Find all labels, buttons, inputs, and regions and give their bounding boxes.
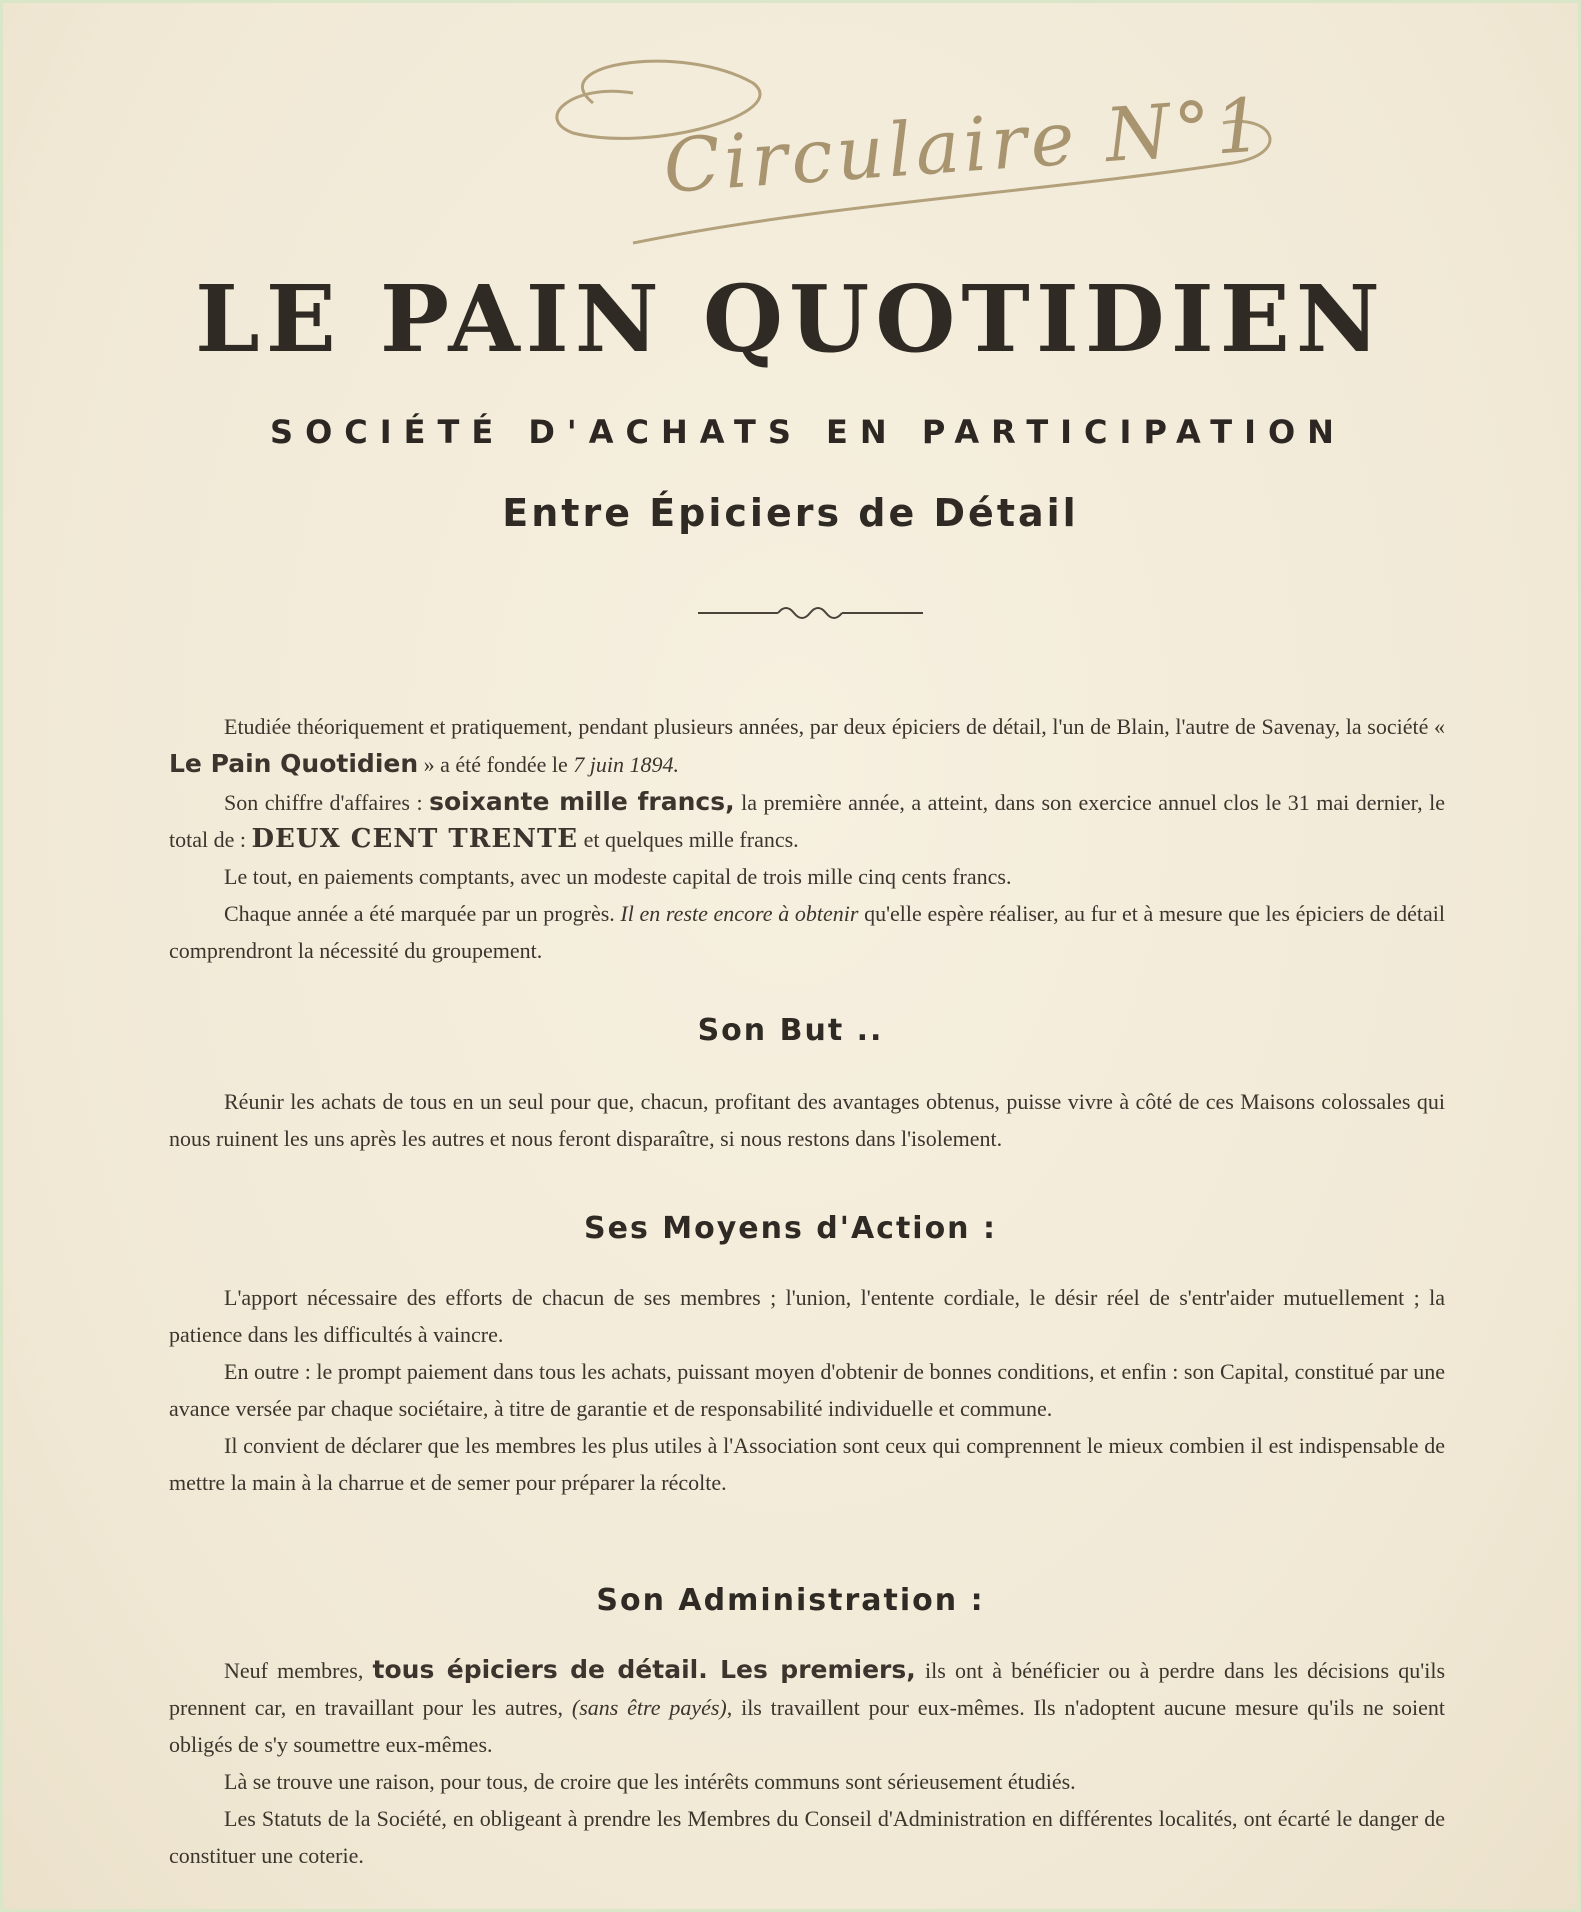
handwritten-note: Circulaire N°1 bbox=[660, 82, 1270, 210]
paragraph: En outre : le prompt paiement dans tous les achats, puissant moyen d'obtenir de bonnes conditions, et enfin : son Capital, constitué par une avance versée par chaque sociétaire, à titre de garantie et de responsabilité individuelle et commune. bbox=[169, 1359, 1445, 1421]
paragraph bbox=[169, 783, 1445, 858]
section-heading-administration: Son Administration : bbox=[596, 1583, 985, 1618]
text: » a été fondée le bbox=[418, 752, 574, 777]
divider-ornament bbox=[698, 599, 923, 627]
founding-date: 7 juin 1894. bbox=[573, 752, 680, 777]
first-year-amount: soixante mille francs, bbox=[429, 787, 735, 816]
text: Son chiffre d'affaires : bbox=[224, 790, 430, 815]
section-heading-moyens: Ses Moyens d'Action : bbox=[584, 1211, 997, 1246]
document-title: LE PAIN QUOTIDIEN bbox=[195, 265, 1386, 373]
society-name: Le Pain Quotidien bbox=[169, 749, 419, 778]
paragraph: Réunir les achats de tous en un seul pour que, chacun, profitant des avantages obtenus, puisse vivre à côté de ces Maisons colossales qui nous ruinent les uns après les autres et nous feront disparaître, si nous restons dans l'isolement. bbox=[169, 1089, 1445, 1151]
paragraph: Là se trouve une raison, pour tous, de croire que les intérêts communs sont sérieusement étudiés. bbox=[224, 1769, 1076, 1794]
paragraph: L'apport nécessaire des efforts de chacun de ses membres ; l'union, l'entente cordiale, le désir réel de s'entr'aider mutuellement ; la patience dans les difficultés à vaincre. bbox=[169, 1285, 1445, 1347]
paragraph: Les Statuts de la Société, en obligeant à prendre les Membres du Conseil d'Administration en différentes localités, ont écarté le danger de constituer une coterie. bbox=[169, 1806, 1445, 1868]
document-tagline: Entre Épiciers de Détail bbox=[502, 491, 1079, 535]
text: la première année, a atteint, dans son exercice annuel clos le 31 mai dernier, le total de : bbox=[169, 790, 1445, 852]
intro-section bbox=[169, 708, 1445, 969]
text: Chaque année a été marquée par un progrès. bbox=[224, 901, 621, 926]
document-subtitle: SOCIÉTÉ D'ACHATS EN PARTICIPATION bbox=[270, 413, 1346, 451]
text: qu'elle espère réaliser, au fur et à mesure que les épiciers de détail comprendront la nécessité du groupement. bbox=[169, 901, 1445, 963]
text: Etudiée théoriquement et pratiquement, pendant plusieurs années, par deux épiciers de détail, l'un de Blain, l'autre de Savenay, la société « bbox=[224, 714, 1445, 739]
paragraph bbox=[169, 895, 1445, 969]
bold-text: tous épiciers de détail. bbox=[372, 1655, 708, 1684]
administration-section bbox=[169, 1651, 1445, 1874]
paragraph bbox=[169, 708, 1445, 783]
bold-text: Les premiers, bbox=[707, 1655, 916, 1684]
section-heading-but: Son But .. bbox=[697, 1013, 884, 1048]
moyens-section bbox=[169, 1279, 1445, 1501]
paragraph: Le tout, en paiements comptants, avec un modeste capital de trois mille cinq cents francs. bbox=[224, 864, 1012, 889]
but-section bbox=[169, 1083, 1445, 1157]
text: et quelques mille francs. bbox=[578, 827, 799, 852]
text: Neuf membres, bbox=[224, 1658, 373, 1683]
italic-text: (sans être payés) bbox=[571, 1695, 727, 1720]
text: , ils travaillent pour eux-mêmes. Ils n'adoptent aucune mesure qu'ils ne soient obligés de s'y soumettre eux-mêmes. bbox=[169, 1695, 1446, 1757]
paragraph: Il convient de déclarer que les membres les plus utiles à l'Association sont ceux qui comprennent le mieux combien il est indispensable de mettre la main à la charrue et de semer pour préparer la récolte. bbox=[169, 1433, 1445, 1495]
paragraph bbox=[169, 1651, 1445, 1763]
text: ils ont à bénéficier ou à perdre dans les décisions qu'ils prennent car, en travaillant pour les autres, bbox=[169, 1658, 1445, 1720]
total-amount: DEUX CENT TRENTE bbox=[251, 824, 579, 854]
italic-text: Il en reste encore à obtenir bbox=[620, 901, 859, 926]
